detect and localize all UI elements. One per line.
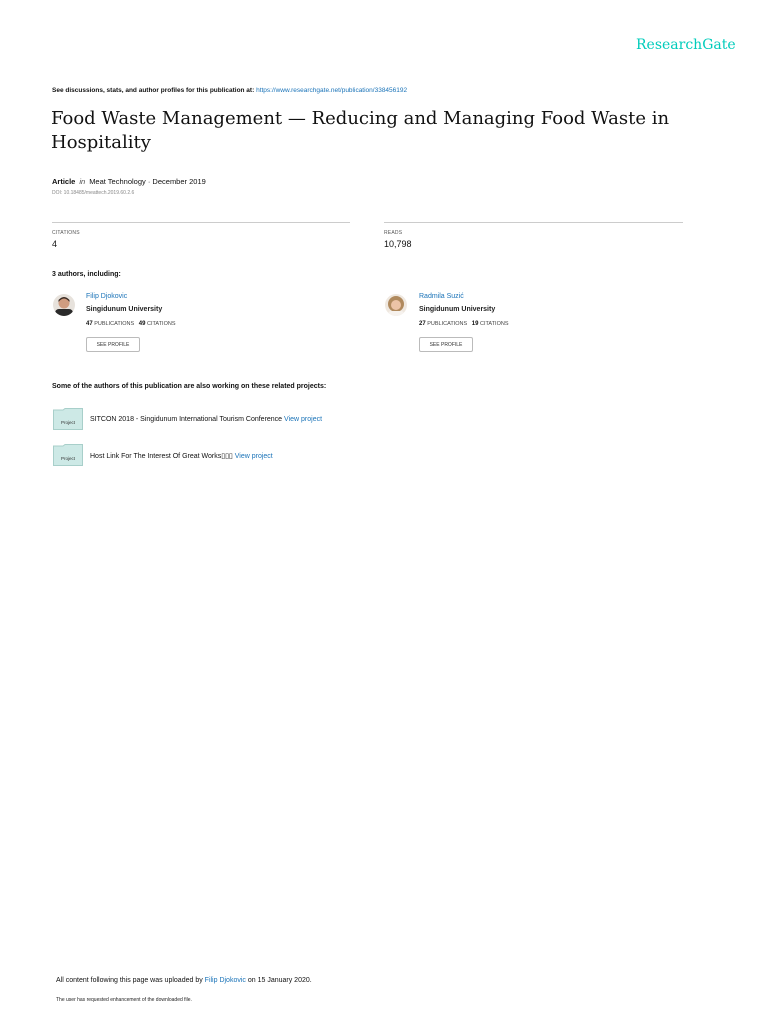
see-discussions-line (52, 87, 407, 94)
see-profile-button[interactable]: SEE PROFILE (86, 337, 140, 352)
reads-label: READS (384, 230, 403, 236)
project-item (90, 452, 273, 460)
author-citations-label: CITATIONS (479, 321, 509, 327)
author-stats (419, 321, 509, 327)
author-citations-count: 49 (138, 321, 146, 327)
view-project-link[interactable]: View project (284, 416, 323, 423)
uploader-link[interactable]: Filip Djokovic (204, 977, 246, 984)
author-citations-count: 19 (471, 321, 479, 327)
citations-divider (52, 222, 350, 223)
authors-heading: 3 authors, including: (52, 271, 121, 278)
reads-count: 10,798 (384, 239, 412, 249)
project-item (90, 416, 322, 423)
project-folder-label: Project (60, 420, 76, 425)
project-folder-icon (53, 408, 83, 430)
upload-suffix: on 15 January 2020. (247, 977, 312, 984)
upload-prefix: All content following this page was uploaded by (56, 977, 203, 984)
author-avatar[interactable] (53, 294, 75, 316)
publication-url-link[interactable]: https://www.researchgate.net/publication/338456192 (256, 87, 408, 94)
author-name-link[interactable]: Radmila Suzić (419, 293, 464, 300)
project-name: SITCON 2018 - Singidunum International Tourism Conference (90, 416, 283, 423)
project-folder-icon (53, 444, 83, 466)
article-title: Food Waste Management — Reducing and Managing Food Waste in Hospitality (51, 108, 670, 153)
author-institution: Singidunum University (86, 306, 163, 313)
doi-text: DOI: 10.18485/meattech.2019.60.2.6 (52, 190, 135, 196)
author-citations-label: CITATIONS (146, 321, 176, 327)
upload-note (56, 977, 312, 984)
view-project-link[interactable]: View project (234, 453, 273, 460)
citations-count: 4 (52, 239, 58, 249)
project-name: Host Link For The Interest Of Great Works▯▯▯ (90, 453, 233, 460)
author-name-link[interactable]: Filip Djokovic (86, 293, 128, 300)
citations-label: CITATIONS (52, 230, 80, 236)
author-publications-label: PUBLICATIONS (427, 321, 468, 327)
project-folder-label: Project (60, 456, 76, 461)
publication-date: · December 2019 (145, 177, 206, 186)
in-word: in (79, 177, 86, 186)
author-publications-label: PUBLICATIONS (94, 321, 135, 327)
related-projects-heading: Some of the authors of this publication are also working on these related projects: (52, 383, 327, 390)
see-discussions-text: See discussions, stats, and author profiles for this publication at: (52, 87, 255, 94)
reads-divider (384, 222, 683, 223)
author-publications-count: 27 (419, 321, 426, 327)
author-avatar[interactable] (385, 294, 407, 316)
author-publications-count: 47 (86, 321, 93, 327)
journal-name: Meat Technology (89, 177, 146, 186)
author-stats (86, 321, 176, 327)
article-type: Article (52, 177, 76, 186)
see-profile-button[interactable]: SEE PROFILE (419, 337, 473, 352)
enhancement-note: The user has requested enhancement of the downloaded file. (56, 997, 192, 1003)
author-institution: Singidunum University (419, 306, 496, 313)
article-meta (52, 177, 206, 186)
researchgate-logo[interactable]: ResearchGate (636, 37, 736, 53)
